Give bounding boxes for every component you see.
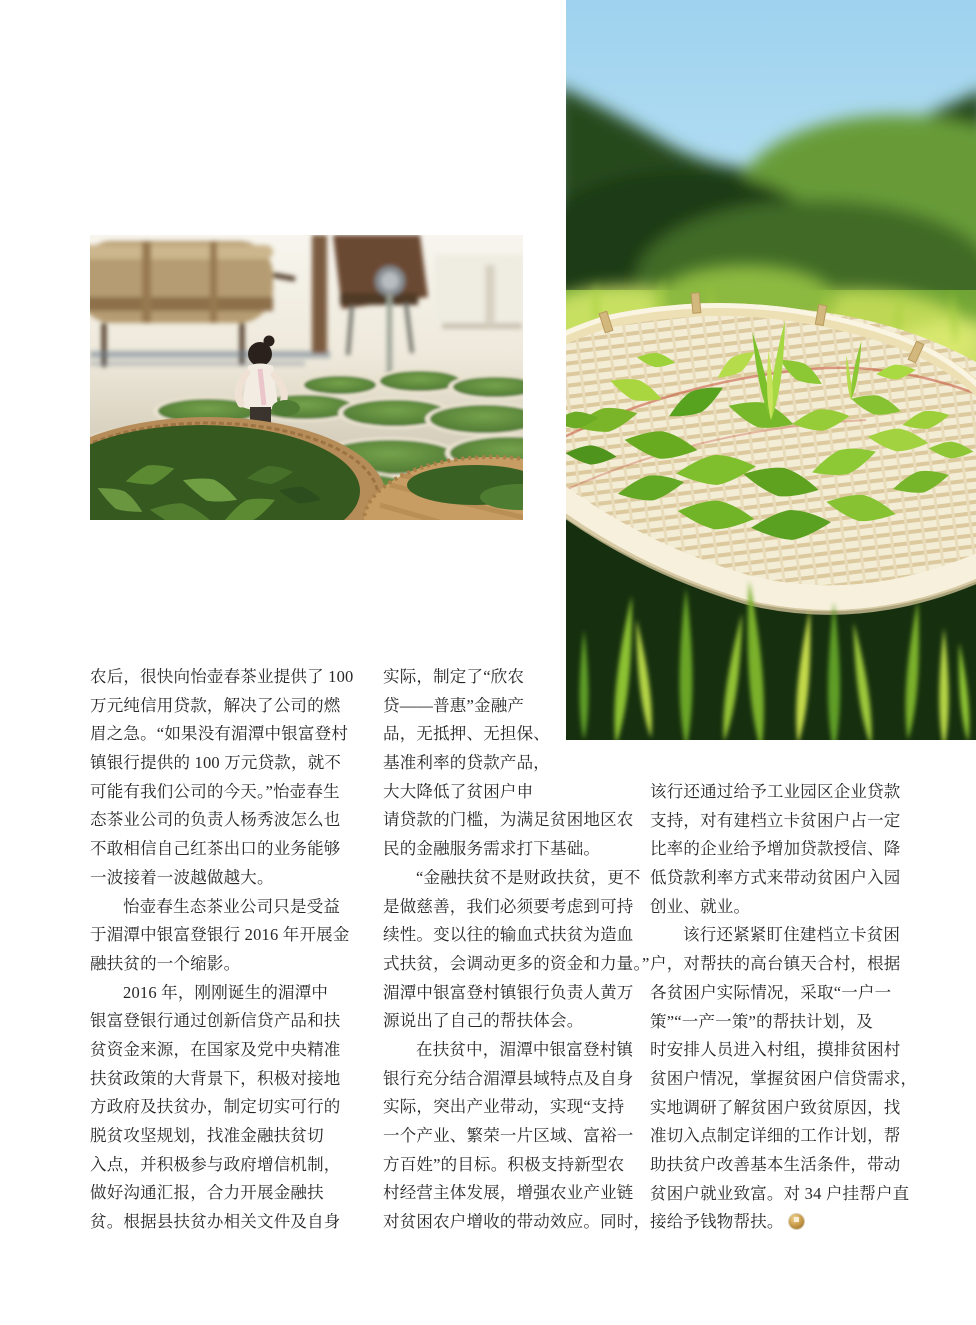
text-line: 镇银行提供的 100 万元贷款，就不: [90, 753, 342, 773]
text-line: 做好沟通汇报，合力开展金融扶: [90, 1183, 324, 1203]
text-line: 接给予钱物帮扶。: [650, 1208, 902, 1237]
text-line: 在扶贫中，湄潭中银富登村镇: [416, 1039, 634, 1059]
text-line: 贫资金来源，在国家及党中央精准: [90, 1039, 341, 1059]
text-line: 万元纯信用贷款，解决了公司的燃: [90, 695, 341, 715]
tea-factory-illustration: [90, 235, 523, 520]
text-line: 户，对帮扶的高台镇天合村，根据: [650, 954, 901, 974]
text-line: 入点，并积极参与政府增信机制，: [90, 1154, 341, 1174]
text-line: 眉之急。“如果没有湄潭中银富登村: [90, 724, 349, 744]
text-line: 方政府及扶贫办，制定切实可行的: [90, 1097, 341, 1117]
text-line: 村经营主体发展，增强农业产业链: [383, 1183, 634, 1203]
article-column-1: [90, 663, 356, 1237]
text-line: 民的金融服务需求打下基础。: [383, 839, 601, 859]
text-line: 一波接着一波越做越大。: [90, 867, 274, 887]
text-line: 于湄潭中银富登银行 2016 年开展金: [90, 925, 350, 945]
text-line: 实际，制定了“欣农: [383, 667, 525, 686]
text-line: 比率的企业给予增加贷款授信、降: [650, 839, 901, 859]
text-line: 怡壶春生态茶业公司只是受益: [123, 896, 341, 916]
text-line: 大大降低了贫困户申: [383, 781, 534, 801]
text-line: 银富登银行通过创新信贷产品和扶: [90, 1011, 341, 1031]
text-line: 一个产业、繁荣一片区域、富裕一: [383, 1126, 634, 1145]
text-line: 时安排人员进入村组，摸排贫困村: [650, 1040, 901, 1060]
text-line: “金融扶贫不是财政扶贫，更不: [416, 867, 641, 887]
text-line: 品，无抵押、无担保、: [383, 724, 550, 744]
text-line: 助扶贫户改善基本生活条件，带动: [650, 1154, 901, 1174]
text-line: 式扶贫，会调动更多的资金和力量。”: [383, 953, 650, 973]
text-line: 贫困户就业致富。对 34 户挂帮户直: [650, 1183, 910, 1203]
text-line: 脱贫攻坚规划，找准金融扶贫切: [90, 1126, 324, 1145]
text-line: 可能有我们公司的今天。”怡壶春生: [90, 781, 340, 801]
text-line: 湄潭中银富登村镇银行负责人黄万: [383, 982, 634, 1002]
text-line: 创业、就业。: [650, 896, 751, 916]
text-line: 基准利率的贷款产品，: [383, 753, 550, 773]
text-line: 2016 年，刚刚诞生的湄潭中: [123, 982, 329, 1002]
tea-field-illustration: [566, 0, 976, 740]
text-line: 不敢相信自己红茶出口的业务能够: [90, 839, 341, 859]
text-line: 贫。根据县扶贫办相关文件及自身: [90, 1212, 341, 1232]
text-line: 银行充分结合湄潭县域特点及自身: [383, 1068, 634, 1088]
text-line: 实际，突出产业带动，实现“支持: [383, 1097, 625, 1117]
text-line: 续性。变以往的输血式扶贫为造血: [383, 925, 634, 945]
article-column-3: [650, 778, 918, 1237]
text-line: 该行还通过给予工业园区企业贷款: [650, 782, 901, 801]
text-line: 态茶业公司的负责人杨秀波怎么也: [90, 810, 341, 830]
text-line: 请贷款的门槛，为满足贫困地区农: [383, 810, 634, 830]
text-line: 贫困户情况，掌握贫困户信贷需求，: [650, 1068, 918, 1088]
text-line: 对贫困农户增收的带动效应。同时，: [383, 1212, 651, 1232]
text-line: 低贷款利率方式来带动贫困户入园: [650, 868, 901, 888]
text-line: 该行还紧紧盯住建档立卡贫困: [683, 925, 901, 945]
text-line: 实地调研了解贫困户致贫原因，找: [650, 1097, 901, 1117]
text-line: 策”“一产一策”的帮扶计划，及: [650, 1011, 873, 1031]
text-line: 源说出了自己的帮扶体会。: [383, 1011, 584, 1031]
photo-tea-factory-baskets: [90, 235, 523, 520]
article-end-medallion-icon: [789, 1214, 804, 1229]
text-line: 准切入点制定详细的工作计划，帮: [650, 1126, 901, 1146]
text-line: 方百姓”的目标。积极支持新型农: [383, 1154, 625, 1174]
photo-tea-leaves-tray: [566, 0, 976, 740]
text-line: 是做慈善，我们必须要考虑到可持: [383, 896, 634, 916]
text-line: 贷——普惠”金融产: [383, 695, 525, 715]
text-line: 扶贫政策的大背景下，积极对接地: [90, 1068, 341, 1088]
article-column-2: [383, 663, 649, 1237]
text-line: 融扶贫的一个缩影。: [90, 953, 241, 973]
text-line: 农后，很快向怡壶春茶业提供了 100: [90, 667, 354, 686]
text-line: 支持，对有建档立卡贫困户占一定: [650, 810, 901, 830]
text-line: 各贫困户实际情况，采取“一户一: [650, 982, 892, 1002]
